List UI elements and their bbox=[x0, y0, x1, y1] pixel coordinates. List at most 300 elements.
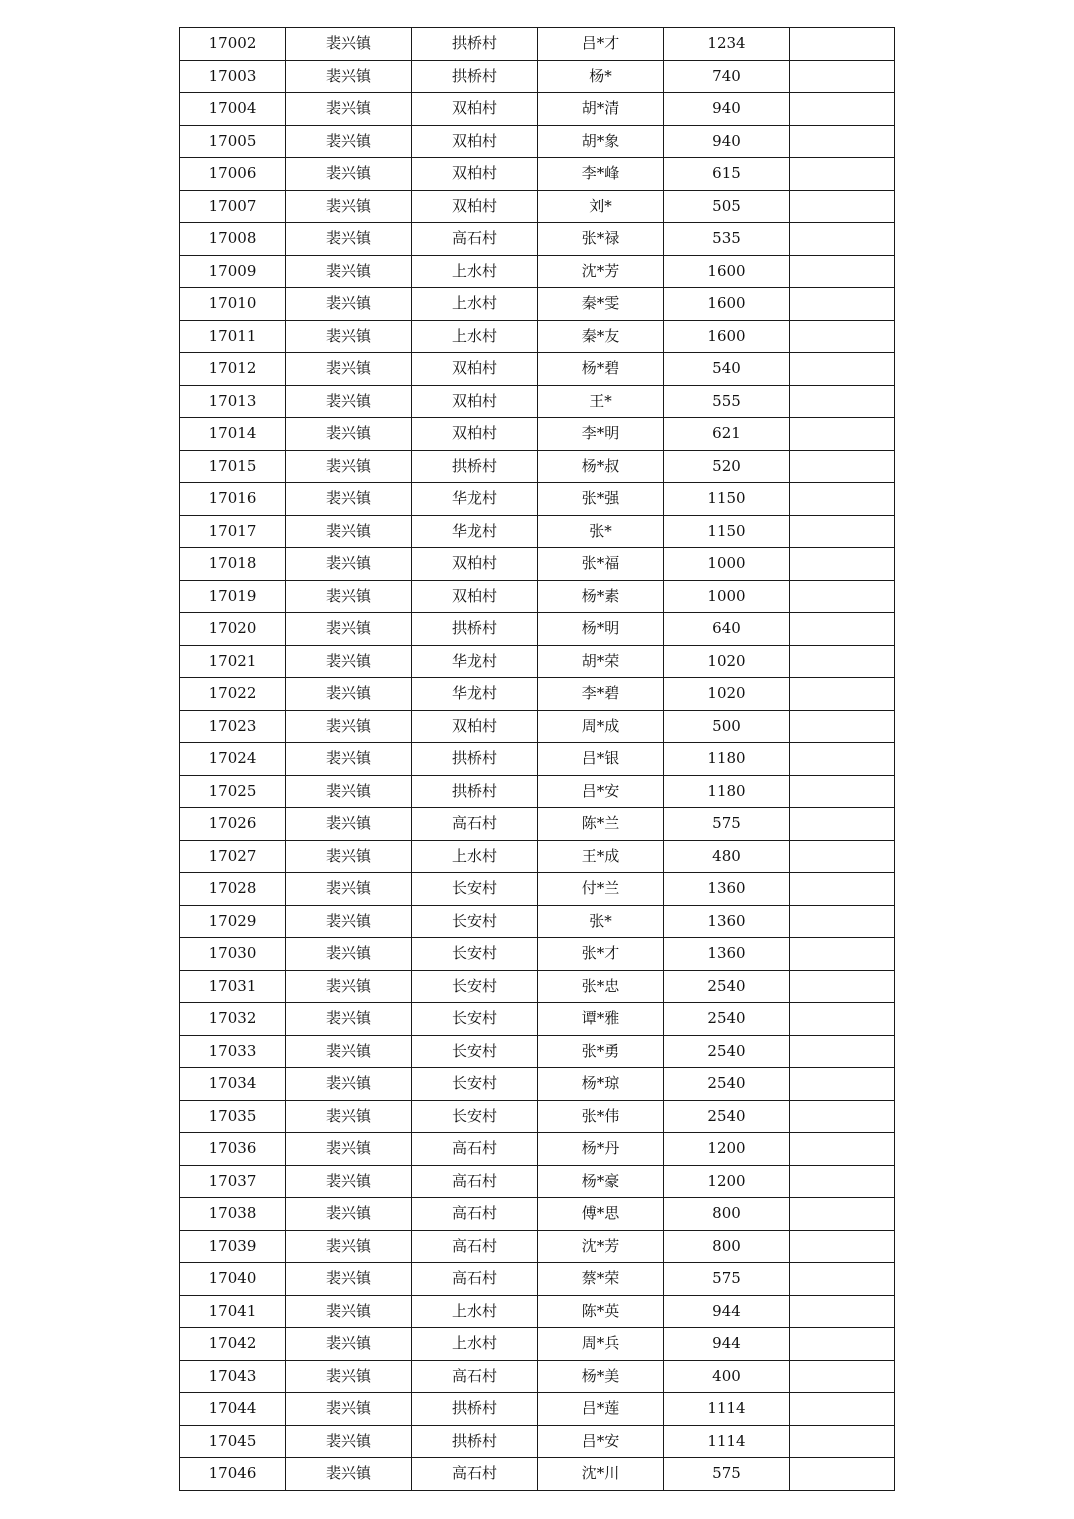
record-id-cell: 17026 bbox=[180, 808, 286, 841]
name-cell: 傅*思 bbox=[538, 1198, 664, 1231]
town-cell: 裴兴镇 bbox=[286, 320, 412, 353]
town-cell: 裴兴镇 bbox=[286, 255, 412, 288]
table-row bbox=[180, 840, 895, 873]
record-id-cell: 17044 bbox=[180, 1393, 286, 1426]
town-cell: 裴兴镇 bbox=[286, 1133, 412, 1166]
amount-cell: 575 bbox=[664, 808, 790, 841]
town-cell: 裴兴镇 bbox=[286, 840, 412, 873]
table-row bbox=[180, 808, 895, 841]
name-cell: 杨*素 bbox=[538, 580, 664, 613]
town-cell: 裴兴镇 bbox=[286, 483, 412, 516]
village-cell: 拱桥村 bbox=[412, 450, 538, 483]
record-id-cell: 17005 bbox=[180, 125, 286, 158]
name-cell: 杨*碧 bbox=[538, 353, 664, 386]
town-cell: 裴兴镇 bbox=[286, 1360, 412, 1393]
town-cell: 裴兴镇 bbox=[286, 93, 412, 126]
town-cell: 裴兴镇 bbox=[286, 678, 412, 711]
village-cell: 高石村 bbox=[412, 1230, 538, 1263]
town-cell: 裴兴镇 bbox=[286, 190, 412, 223]
record-id-cell: 17006 bbox=[180, 158, 286, 191]
remark-cell bbox=[790, 320, 895, 353]
name-cell: 沈*川 bbox=[538, 1458, 664, 1491]
name-cell: 张*才 bbox=[538, 938, 664, 971]
amount-cell: 1020 bbox=[664, 645, 790, 678]
name-cell: 付*兰 bbox=[538, 873, 664, 906]
table-row bbox=[180, 613, 895, 646]
amount-cell: 800 bbox=[664, 1230, 790, 1263]
village-cell: 华龙村 bbox=[412, 678, 538, 711]
amount-cell: 940 bbox=[664, 125, 790, 158]
village-cell: 长安村 bbox=[412, 970, 538, 1003]
record-id-cell: 17004 bbox=[180, 93, 286, 126]
name-cell: 秦*友 bbox=[538, 320, 664, 353]
town-cell: 裴兴镇 bbox=[286, 1068, 412, 1101]
amount-cell: 520 bbox=[664, 450, 790, 483]
amount-cell: 535 bbox=[664, 223, 790, 256]
record-id-cell: 17023 bbox=[180, 710, 286, 743]
village-cell: 拱桥村 bbox=[412, 28, 538, 61]
remark-cell bbox=[790, 385, 895, 418]
record-id-cell: 17015 bbox=[180, 450, 286, 483]
table-row bbox=[180, 158, 895, 191]
village-cell: 长安村 bbox=[412, 1003, 538, 1036]
village-cell: 上水村 bbox=[412, 255, 538, 288]
table-row bbox=[180, 1328, 895, 1361]
table-row bbox=[180, 710, 895, 743]
village-cell: 上水村 bbox=[412, 320, 538, 353]
name-cell: 周*成 bbox=[538, 710, 664, 743]
record-id-cell: 17009 bbox=[180, 255, 286, 288]
remark-cell bbox=[790, 1035, 895, 1068]
town-cell: 裴兴镇 bbox=[286, 515, 412, 548]
record-id-cell: 17011 bbox=[180, 320, 286, 353]
amount-cell: 1020 bbox=[664, 678, 790, 711]
town-cell: 裴兴镇 bbox=[286, 1393, 412, 1426]
name-cell: 张*强 bbox=[538, 483, 664, 516]
name-cell: 李*明 bbox=[538, 418, 664, 451]
record-id-cell: 17040 bbox=[180, 1263, 286, 1296]
amount-cell: 505 bbox=[664, 190, 790, 223]
records-table bbox=[179, 27, 895, 1491]
town-cell: 裴兴镇 bbox=[286, 1230, 412, 1263]
table-row bbox=[180, 483, 895, 516]
village-cell: 双柏村 bbox=[412, 418, 538, 451]
village-cell: 高石村 bbox=[412, 1263, 538, 1296]
record-id-cell: 17028 bbox=[180, 873, 286, 906]
remark-cell bbox=[790, 613, 895, 646]
town-cell: 裴兴镇 bbox=[286, 1458, 412, 1491]
remark-cell bbox=[790, 450, 895, 483]
village-cell: 双柏村 bbox=[412, 580, 538, 613]
amount-cell: 944 bbox=[664, 1328, 790, 1361]
remark-cell bbox=[790, 938, 895, 971]
table-row bbox=[180, 1360, 895, 1393]
table-row bbox=[180, 1068, 895, 1101]
village-cell: 双柏村 bbox=[412, 190, 538, 223]
village-cell: 拱桥村 bbox=[412, 1393, 538, 1426]
table-row bbox=[180, 678, 895, 711]
name-cell: 陈*兰 bbox=[538, 808, 664, 841]
remark-cell bbox=[790, 743, 895, 776]
name-cell: 杨*美 bbox=[538, 1360, 664, 1393]
remark-cell bbox=[790, 1458, 895, 1491]
town-cell: 裴兴镇 bbox=[286, 385, 412, 418]
amount-cell: 575 bbox=[664, 1458, 790, 1491]
name-cell: 沈*芳 bbox=[538, 255, 664, 288]
name-cell: 张*禄 bbox=[538, 223, 664, 256]
remark-cell bbox=[790, 255, 895, 288]
amount-cell: 500 bbox=[664, 710, 790, 743]
record-id-cell: 17008 bbox=[180, 223, 286, 256]
amount-cell: 480 bbox=[664, 840, 790, 873]
village-cell: 华龙村 bbox=[412, 483, 538, 516]
name-cell: 胡*象 bbox=[538, 125, 664, 158]
record-id-cell: 17013 bbox=[180, 385, 286, 418]
name-cell: 王* bbox=[538, 385, 664, 418]
remark-cell bbox=[790, 970, 895, 1003]
name-cell: 张*勇 bbox=[538, 1035, 664, 1068]
town-cell: 裴兴镇 bbox=[286, 873, 412, 906]
name-cell: 王*成 bbox=[538, 840, 664, 873]
amount-cell: 740 bbox=[664, 60, 790, 93]
table-row bbox=[180, 320, 895, 353]
table-row bbox=[180, 190, 895, 223]
town-cell: 裴兴镇 bbox=[286, 223, 412, 256]
village-cell: 上水村 bbox=[412, 1295, 538, 1328]
amount-cell: 2540 bbox=[664, 1068, 790, 1101]
town-cell: 裴兴镇 bbox=[286, 125, 412, 158]
record-id-cell: 17038 bbox=[180, 1198, 286, 1231]
village-cell: 长安村 bbox=[412, 905, 538, 938]
table-row bbox=[180, 418, 895, 451]
remark-cell bbox=[790, 288, 895, 321]
town-cell: 裴兴镇 bbox=[286, 60, 412, 93]
remark-cell bbox=[790, 710, 895, 743]
name-cell: 张*福 bbox=[538, 548, 664, 581]
table-row bbox=[180, 353, 895, 386]
amount-cell: 944 bbox=[664, 1295, 790, 1328]
record-id-cell: 17041 bbox=[180, 1295, 286, 1328]
village-cell: 双柏村 bbox=[412, 93, 538, 126]
record-id-cell: 17003 bbox=[180, 60, 286, 93]
table-row bbox=[180, 255, 895, 288]
remark-cell bbox=[790, 840, 895, 873]
village-cell: 高石村 bbox=[412, 1458, 538, 1491]
name-cell: 吕*安 bbox=[538, 775, 664, 808]
record-id-cell: 17021 bbox=[180, 645, 286, 678]
town-cell: 裴兴镇 bbox=[286, 580, 412, 613]
town-cell: 裴兴镇 bbox=[286, 938, 412, 971]
remark-cell bbox=[790, 223, 895, 256]
amount-cell: 1000 bbox=[664, 548, 790, 581]
amount-cell: 1150 bbox=[664, 483, 790, 516]
village-cell: 上水村 bbox=[412, 840, 538, 873]
remark-cell bbox=[790, 28, 895, 61]
village-cell: 高石村 bbox=[412, 223, 538, 256]
table-row bbox=[180, 450, 895, 483]
name-cell: 刘* bbox=[538, 190, 664, 223]
amount-cell: 1200 bbox=[664, 1165, 790, 1198]
village-cell: 华龙村 bbox=[412, 645, 538, 678]
amount-cell: 575 bbox=[664, 1263, 790, 1296]
town-cell: 裴兴镇 bbox=[286, 28, 412, 61]
record-id-cell: 17037 bbox=[180, 1165, 286, 1198]
remark-cell bbox=[790, 125, 895, 158]
name-cell: 李*峰 bbox=[538, 158, 664, 191]
record-id-cell: 17031 bbox=[180, 970, 286, 1003]
village-cell: 双柏村 bbox=[412, 158, 538, 191]
name-cell: 张*伟 bbox=[538, 1100, 664, 1133]
amount-cell: 1600 bbox=[664, 320, 790, 353]
town-cell: 裴兴镇 bbox=[286, 1328, 412, 1361]
name-cell: 吕*才 bbox=[538, 28, 664, 61]
name-cell: 杨*豪 bbox=[538, 1165, 664, 1198]
table-row bbox=[180, 288, 895, 321]
amount-cell: 1360 bbox=[664, 905, 790, 938]
table-row bbox=[180, 1295, 895, 1328]
amount-cell: 2540 bbox=[664, 1100, 790, 1133]
village-cell: 拱桥村 bbox=[412, 743, 538, 776]
town-cell: 裴兴镇 bbox=[286, 743, 412, 776]
record-id-cell: 17024 bbox=[180, 743, 286, 776]
name-cell: 胡*清 bbox=[538, 93, 664, 126]
village-cell: 双柏村 bbox=[412, 385, 538, 418]
table-row bbox=[180, 1100, 895, 1133]
town-cell: 裴兴镇 bbox=[286, 288, 412, 321]
record-id-cell: 17029 bbox=[180, 905, 286, 938]
name-cell: 胡*荣 bbox=[538, 645, 664, 678]
amount-cell: 555 bbox=[664, 385, 790, 418]
record-id-cell: 17039 bbox=[180, 1230, 286, 1263]
town-cell: 裴兴镇 bbox=[286, 1165, 412, 1198]
amount-cell: 940 bbox=[664, 93, 790, 126]
name-cell: 张*忠 bbox=[538, 970, 664, 1003]
remark-cell bbox=[790, 1263, 895, 1296]
village-cell: 高石村 bbox=[412, 808, 538, 841]
name-cell: 李*碧 bbox=[538, 678, 664, 711]
records-table-body bbox=[180, 28, 895, 1491]
table-row bbox=[180, 515, 895, 548]
record-id-cell: 17002 bbox=[180, 28, 286, 61]
town-cell: 裴兴镇 bbox=[286, 1263, 412, 1296]
village-cell: 高石村 bbox=[412, 1360, 538, 1393]
village-cell: 拱桥村 bbox=[412, 1425, 538, 1458]
remark-cell bbox=[790, 873, 895, 906]
town-cell: 裴兴镇 bbox=[286, 1198, 412, 1231]
remark-cell bbox=[790, 775, 895, 808]
village-cell: 长安村 bbox=[412, 1068, 538, 1101]
table-row bbox=[180, 1458, 895, 1491]
village-cell: 拱桥村 bbox=[412, 60, 538, 93]
village-cell: 高石村 bbox=[412, 1198, 538, 1231]
table-row bbox=[180, 970, 895, 1003]
village-cell: 长安村 bbox=[412, 938, 538, 971]
name-cell: 张* bbox=[538, 905, 664, 938]
village-cell: 双柏村 bbox=[412, 353, 538, 386]
amount-cell: 1000 bbox=[664, 580, 790, 613]
town-cell: 裴兴镇 bbox=[286, 1425, 412, 1458]
remark-cell bbox=[790, 580, 895, 613]
name-cell: 蔡*荣 bbox=[538, 1263, 664, 1296]
record-id-cell: 17027 bbox=[180, 840, 286, 873]
remark-cell bbox=[790, 418, 895, 451]
remark-cell bbox=[790, 808, 895, 841]
table-row bbox=[180, 645, 895, 678]
town-cell: 裴兴镇 bbox=[286, 418, 412, 451]
name-cell: 周*兵 bbox=[538, 1328, 664, 1361]
town-cell: 裴兴镇 bbox=[286, 710, 412, 743]
remark-cell bbox=[790, 483, 895, 516]
name-cell: 吕*莲 bbox=[538, 1393, 664, 1426]
remark-cell bbox=[790, 353, 895, 386]
table-row bbox=[180, 1133, 895, 1166]
town-cell: 裴兴镇 bbox=[286, 353, 412, 386]
name-cell: 沈*芳 bbox=[538, 1230, 664, 1263]
record-id-cell: 17046 bbox=[180, 1458, 286, 1491]
table-row bbox=[180, 1035, 895, 1068]
name-cell: 杨* bbox=[538, 60, 664, 93]
table-row bbox=[180, 1425, 895, 1458]
remark-cell bbox=[790, 1295, 895, 1328]
record-id-cell: 17025 bbox=[180, 775, 286, 808]
record-id-cell: 17036 bbox=[180, 1133, 286, 1166]
table-row bbox=[180, 580, 895, 613]
table-row bbox=[180, 743, 895, 776]
amount-cell: 1600 bbox=[664, 288, 790, 321]
amount-cell: 1200 bbox=[664, 1133, 790, 1166]
remark-cell bbox=[790, 678, 895, 711]
record-id-cell: 17034 bbox=[180, 1068, 286, 1101]
amount-cell: 621 bbox=[664, 418, 790, 451]
amount-cell: 1114 bbox=[664, 1425, 790, 1458]
record-id-cell: 17012 bbox=[180, 353, 286, 386]
record-id-cell: 17014 bbox=[180, 418, 286, 451]
town-cell: 裴兴镇 bbox=[286, 970, 412, 1003]
record-id-cell: 17022 bbox=[180, 678, 286, 711]
remark-cell bbox=[790, 60, 895, 93]
name-cell: 谭*雅 bbox=[538, 1003, 664, 1036]
amount-cell: 2540 bbox=[664, 1003, 790, 1036]
amount-cell: 1180 bbox=[664, 775, 790, 808]
amount-cell: 2540 bbox=[664, 970, 790, 1003]
town-cell: 裴兴镇 bbox=[286, 548, 412, 581]
remark-cell bbox=[790, 1068, 895, 1101]
town-cell: 裴兴镇 bbox=[286, 1100, 412, 1133]
table-row bbox=[180, 548, 895, 581]
remark-cell bbox=[790, 1003, 895, 1036]
town-cell: 裴兴镇 bbox=[286, 905, 412, 938]
record-id-cell: 17032 bbox=[180, 1003, 286, 1036]
remark-cell bbox=[790, 1198, 895, 1231]
amount-cell: 615 bbox=[664, 158, 790, 191]
remark-cell bbox=[790, 1230, 895, 1263]
village-cell: 长安村 bbox=[412, 1035, 538, 1068]
name-cell: 杨*琼 bbox=[538, 1068, 664, 1101]
table-row bbox=[180, 1230, 895, 1263]
table-row bbox=[180, 93, 895, 126]
record-id-cell: 17016 bbox=[180, 483, 286, 516]
amount-cell: 800 bbox=[664, 1198, 790, 1231]
town-cell: 裴兴镇 bbox=[286, 808, 412, 841]
remark-cell bbox=[790, 93, 895, 126]
town-cell: 裴兴镇 bbox=[286, 613, 412, 646]
remark-cell bbox=[790, 1328, 895, 1361]
table-row bbox=[180, 1263, 895, 1296]
village-cell: 上水村 bbox=[412, 288, 538, 321]
record-id-cell: 17030 bbox=[180, 938, 286, 971]
name-cell: 张* bbox=[538, 515, 664, 548]
remark-cell bbox=[790, 1165, 895, 1198]
table-row bbox=[180, 385, 895, 418]
village-cell: 高石村 bbox=[412, 1165, 538, 1198]
remark-cell bbox=[790, 158, 895, 191]
table-row bbox=[180, 938, 895, 971]
remark-cell bbox=[790, 515, 895, 548]
record-id-cell: 17007 bbox=[180, 190, 286, 223]
table-row bbox=[180, 1165, 895, 1198]
village-cell: 长安村 bbox=[412, 873, 538, 906]
town-cell: 裴兴镇 bbox=[286, 1295, 412, 1328]
amount-cell: 400 bbox=[664, 1360, 790, 1393]
table-row bbox=[180, 1393, 895, 1426]
table-row bbox=[180, 60, 895, 93]
table-row bbox=[180, 125, 895, 158]
village-cell: 高石村 bbox=[412, 1133, 538, 1166]
record-id-cell: 17018 bbox=[180, 548, 286, 581]
record-id-cell: 17033 bbox=[180, 1035, 286, 1068]
record-id-cell: 17045 bbox=[180, 1425, 286, 1458]
table-row bbox=[180, 28, 895, 61]
village-cell: 华龙村 bbox=[412, 515, 538, 548]
name-cell: 秦*雯 bbox=[538, 288, 664, 321]
village-cell: 双柏村 bbox=[412, 710, 538, 743]
remark-cell bbox=[790, 1100, 895, 1133]
table-row bbox=[180, 775, 895, 808]
village-cell: 拱桥村 bbox=[412, 775, 538, 808]
village-cell: 拱桥村 bbox=[412, 613, 538, 646]
remark-cell bbox=[790, 1133, 895, 1166]
town-cell: 裴兴镇 bbox=[286, 775, 412, 808]
amount-cell: 540 bbox=[664, 353, 790, 386]
amount-cell: 2540 bbox=[664, 1035, 790, 1068]
remark-cell bbox=[790, 190, 895, 223]
remark-cell bbox=[790, 1360, 895, 1393]
name-cell: 杨*叔 bbox=[538, 450, 664, 483]
record-id-cell: 17035 bbox=[180, 1100, 286, 1133]
amount-cell: 1360 bbox=[664, 938, 790, 971]
record-id-cell: 17020 bbox=[180, 613, 286, 646]
town-cell: 裴兴镇 bbox=[286, 1035, 412, 1068]
amount-cell: 1234 bbox=[664, 28, 790, 61]
village-cell: 上水村 bbox=[412, 1328, 538, 1361]
town-cell: 裴兴镇 bbox=[286, 645, 412, 678]
table-row bbox=[180, 223, 895, 256]
record-id-cell: 17042 bbox=[180, 1328, 286, 1361]
table-row bbox=[180, 905, 895, 938]
amount-cell: 640 bbox=[664, 613, 790, 646]
village-cell: 双柏村 bbox=[412, 125, 538, 158]
village-cell: 长安村 bbox=[412, 1100, 538, 1133]
remark-cell bbox=[790, 548, 895, 581]
record-id-cell: 17019 bbox=[180, 580, 286, 613]
amount-cell: 1600 bbox=[664, 255, 790, 288]
amount-cell: 1360 bbox=[664, 873, 790, 906]
amount-cell: 1180 bbox=[664, 743, 790, 776]
village-cell: 双柏村 bbox=[412, 548, 538, 581]
remark-cell bbox=[790, 1393, 895, 1426]
table-row bbox=[180, 873, 895, 906]
table-row bbox=[180, 1198, 895, 1231]
